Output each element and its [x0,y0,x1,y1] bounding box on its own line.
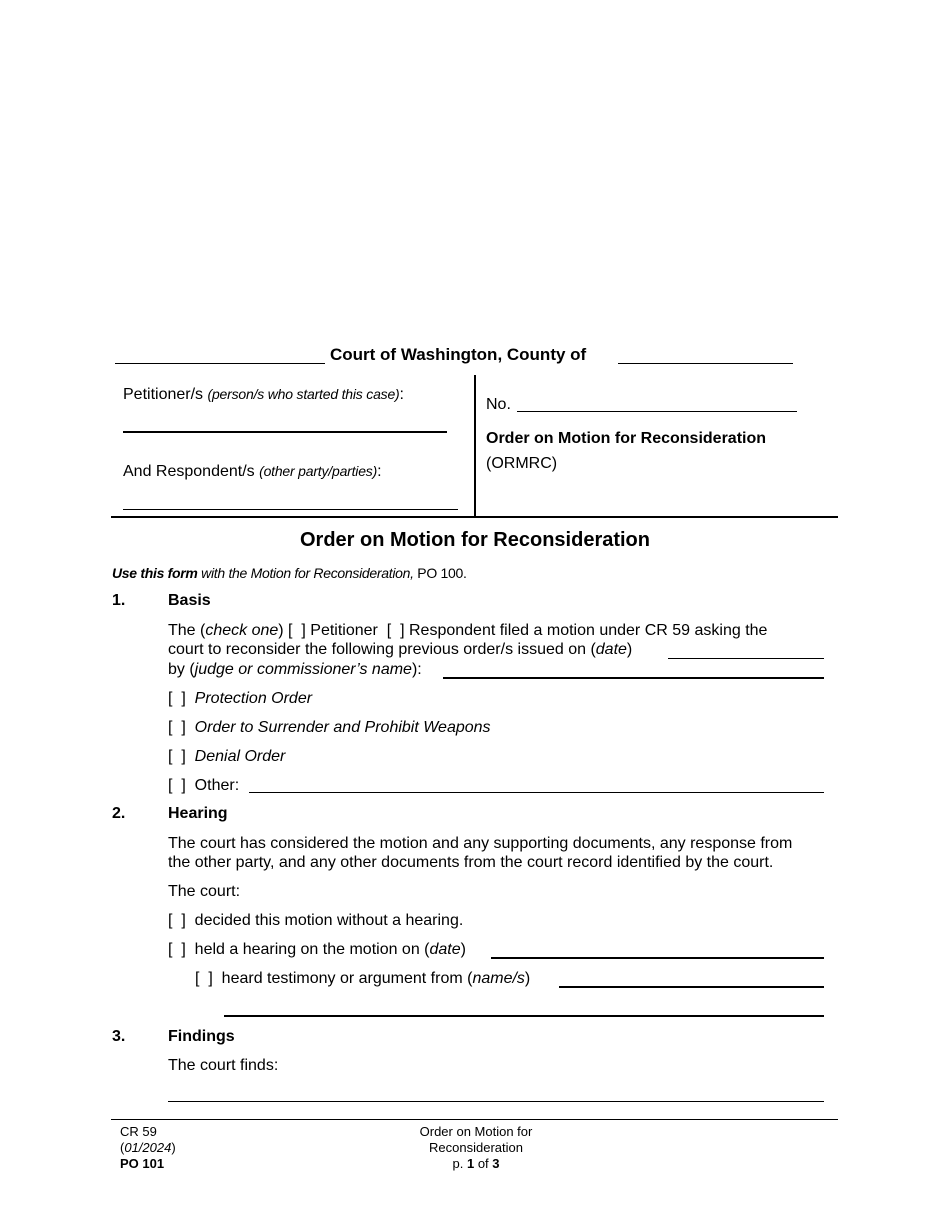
footer-form-number: PO 101 [120,1156,165,1171]
page-title: Order on Motion for Reconsideration [299,529,650,551]
case-number-field[interactable] [517,411,797,412]
hearing-paragraph-line-1: The court has considered the motion and any supporting documents, any response from [168,835,793,852]
order-date-field[interactable] [668,658,824,659]
basis-line-3 [168,660,422,679]
respondent-hint: (other party/parties) [259,463,378,479]
section-heading-hearing: Hearing [168,805,228,822]
instructions-ref: PO 100. [417,565,467,581]
text: ) [460,941,466,958]
checkbox[interactable]: [ ] [168,777,186,794]
testimony-names-field[interactable] [559,986,824,988]
checkbox[interactable]: [ ] [168,748,186,765]
date-hint: date [429,941,461,958]
text: by ( [168,661,195,678]
county-blank-left[interactable] [115,363,325,364]
petitioner-hint: (person/s who started this case) [207,386,400,402]
judge-hint: judge or commissioner’s name [194,661,412,678]
footer-title-line-2: Reconsideration [429,1140,523,1155]
footer-date: (01/2024) [120,1140,176,1155]
section-heading-findings: Findings [168,1028,235,1045]
court-title: Court of Washington, County of [330,345,587,364]
text: ): [411,661,422,678]
checkbox[interactable]: [ ] [168,941,186,958]
page-indicator: p. 1 of 3 [452,1156,500,1171]
colon: : [377,463,382,480]
section-number: 2. [112,805,126,822]
footer-rule-ref: CR 59 [120,1124,157,1139]
text: court to reconsider the following previous order/s issued on ( [168,641,596,658]
footer-rule [111,1119,838,1120]
checkbox[interactable]: [ ] [168,719,186,736]
section-heading-basis: Basis [168,592,211,609]
basis-party-checkboxes[interactable]: ) [ ] Petitioner [ ] Respondent filed a motion under CR 59 asking the [278,622,768,639]
court-label: The court: [168,883,241,900]
option-surrender-weapons[interactable] [168,718,491,737]
respondent-name-field[interactable] [123,509,458,510]
caption-form-title: Order on Motion for Reconsideration [486,430,767,447]
case-no-label: No. [486,396,511,413]
caption-divider [474,375,476,517]
hearing-date-field[interactable] [491,957,824,959]
respondent-label: And Respondent/s [123,463,255,480]
other-order-field[interactable] [249,792,824,793]
findings-label: The court finds: [168,1057,279,1074]
option-label: Protection Order [194,690,313,707]
option-denial-order[interactable] [168,747,285,766]
findings-field[interactable] [168,1101,824,1102]
checkbox[interactable]: [ ] [168,912,186,929]
caption-form-code: (ORMRC) [486,455,558,472]
judge-name-field[interactable] [443,677,824,679]
respondent-label-row [123,462,382,481]
basis-line-2 [168,640,632,659]
section-number: 3. [112,1028,126,1045]
instructions-text: with the Motion for Reconsideration, [201,565,414,581]
footer-title-line-1: Order on Motion for [419,1124,533,1139]
checkbox[interactable]: [ ] [168,690,186,707]
testimony-names-field-continued[interactable] [224,1015,824,1017]
names-hint: name/s [472,970,525,987]
hearing-paragraph-line-2: the other party, and any other documents from the court record identified by the court. [168,854,774,871]
text: held a hearing on the motion on ( [194,941,430,958]
date-hint: date [595,641,627,658]
basis-line-1 [168,621,767,640]
text: The ( [168,622,206,639]
footer-left [120,1124,176,1172]
option-heard-testimony[interactable] [195,969,530,988]
text: ) [524,970,531,987]
petitioner-label-row [123,385,404,404]
option-other[interactable] [168,776,239,795]
option-label: Other: [194,777,240,794]
option-no-hearing[interactable] [168,911,463,930]
option-label: Denial Order [194,748,286,765]
option-protection-order[interactable] [168,689,312,708]
footer-center [376,1124,576,1172]
option-held-hearing[interactable] [168,940,466,959]
text: heard testimony or argument from ( [221,970,473,987]
option-label: Order to Surrender and Prohibit Weapons [194,719,491,736]
caption-bottom-rule [111,516,838,518]
instructions-lead: Use this form [112,565,198,581]
colon: : [399,386,404,403]
petitioner-label: Petitioner/s [123,386,204,403]
text: ) [626,641,633,658]
check-one-hint: check one [205,622,279,639]
instructions [112,564,467,583]
county-name-field[interactable] [618,363,793,364]
option-label: decided this motion without a hearing. [194,912,464,929]
checkbox[interactable]: [ ] [195,970,213,987]
petitioner-name-field[interactable] [123,431,447,433]
section-number: 1. [112,592,126,609]
